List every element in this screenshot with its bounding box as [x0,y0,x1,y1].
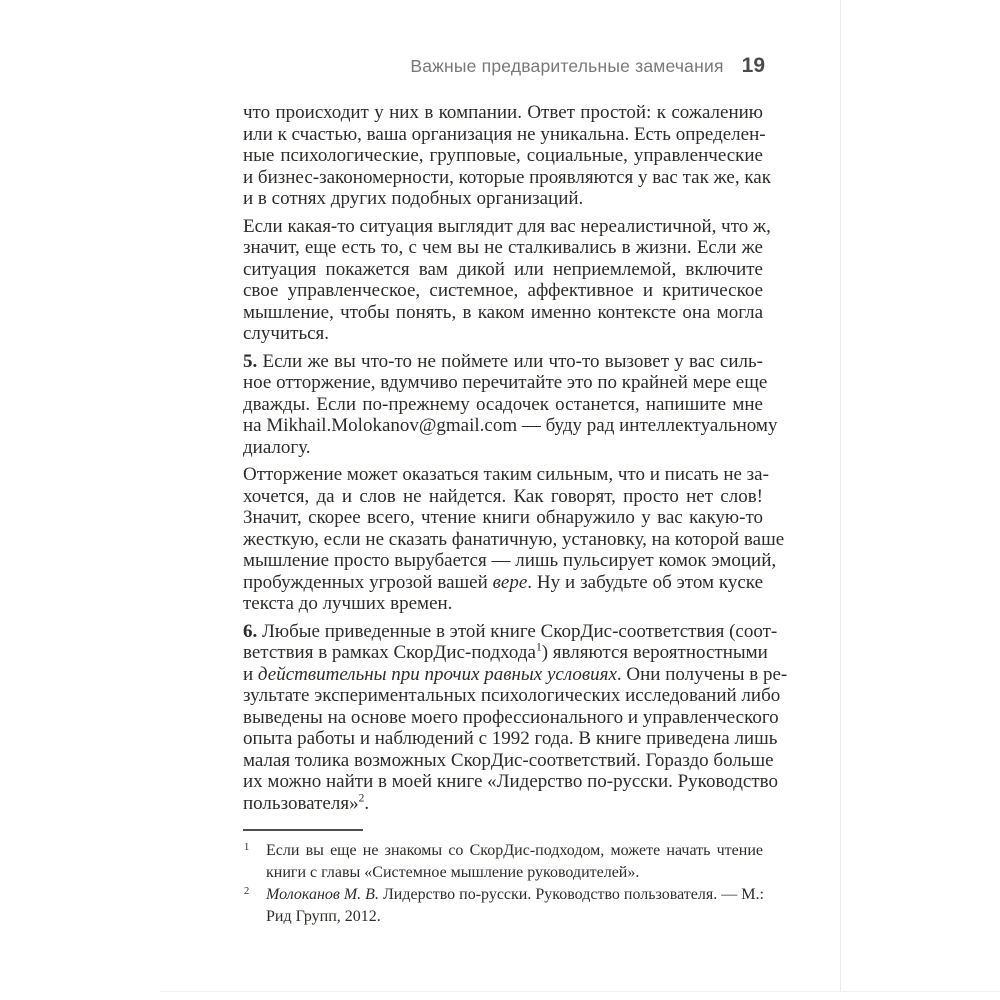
text-line [243,593,763,615]
text-line [243,102,763,124]
text-line [243,166,771,189]
footnote-marker: 2 [244,886,250,897]
text-run: и в сотнях других подобных организаций. [243,188,584,209]
text-line [266,862,763,884]
footnote-reference-superscript: 2 [358,792,365,805]
text-line [243,188,763,210]
footnote-reference-superscript: 1 [535,641,542,654]
text-line [266,884,763,906]
text-line [243,706,779,729]
text-line [243,145,763,167]
text-line [243,437,763,459]
paragraph [243,350,778,459]
text-run: ) являются вероятностными [541,642,768,663]
text-line [243,749,774,772]
footnote-item [243,840,763,884]
paragraph [243,215,771,345]
text-run: или к счастью, ваша организация не уникальна. Есть определен- [243,123,766,145]
text-run: мышление, чтобы понять, в каком именно контексте она могла [243,301,763,323]
text-line [243,728,778,750]
text-run: на Mikhail.Molokanov@gmail.com — буду рад интеллектуальному [243,415,778,436]
text-run: зультате экспериментальных психологических исследований либо [243,685,781,706]
text-run: ные психологические, групповые, социальные, управленческие [243,145,763,166]
text-line [243,486,763,508]
text-run: вере [492,571,528,593]
scan-page-edge-vertical [840,0,841,991]
text-run: Любые приведенные в этой книге СкорДис-соответствия (соот- [257,620,778,642]
text-run: жесткую, если не сказать фанатичную, установку, на которой ваше [243,528,785,550]
text-line [243,572,763,594]
running-header [410,54,765,78]
text-line [243,507,763,529]
text-line [243,771,778,793]
text-run: хочется, да и слов не найдется. Как говорят, просто нет слов! [243,485,763,507]
text-line [243,415,778,437]
text-run: Значит, скорее всего, чтение книги обнаружило у вас какую-то [243,507,763,528]
text-run: мышление просто вырубается — лишь пульсирует комок эмоций, [243,550,777,571]
text-run: опыта работы и наблюдений с 1992 года. В книге приведена лишь [243,728,778,749]
text-line [243,215,771,238]
footnote-marker: 1 [244,842,250,853]
text-line [243,280,763,302]
text-line [243,685,781,707]
text-run: Рид Групп, 2012. [266,908,381,925]
text-line [243,641,768,664]
text-line [266,840,763,862]
text-line [266,906,763,928]
scan-page-edge-horizontal [160,991,1000,992]
text-run: ное отторжение, вдумчиво перечитайте это по крайней мере еще [243,372,768,393]
text-run: свое управленческое, системное, аффективное и критическое [243,280,763,301]
running-title: Важные предварительные замечания [410,56,724,76]
text-run: пробужденных угрозой вашей [243,571,493,593]
text-run: Если же вы что-то не поймете или что-то вызовет у вас силь- [257,350,763,372]
text-run: малая толика возможных СкорДис-соответствий. Гораздо больше [243,749,774,771]
page-number: 19 [741,54,765,77]
text-run: диалогу. [243,436,311,458]
text-line [243,323,763,345]
text-line [243,550,777,572]
text-line [243,663,788,686]
text-line [243,793,763,815]
text-line [243,259,763,281]
text-run: . Они получены в ре- [616,663,788,685]
text-run: значит, еще есть то, с чем вы не сталкивались в жизни. Если же [243,237,763,258]
text-run: и [243,663,258,685]
text-run: случиться. [243,323,330,344]
text-run: дважды. Если по-прежнему осадочек останется, напишите мне [243,393,763,415]
text-line [243,528,785,551]
text-line [243,372,768,394]
text-run: текста до лучших времен. [243,593,453,614]
text-line [243,237,763,259]
text-run: выведены на основе моего профессионального и управленческого [243,706,779,728]
paragraph [243,620,788,815]
text-line [243,464,769,486]
text-run: пользователя» [243,792,359,814]
footnote-separator [243,829,363,831]
text-line [243,620,778,643]
text-run: ветствия в рамках СкорДис-подхода [243,642,536,663]
text-run: . Ну и забудьте об этом куске [527,571,763,593]
text-run: ситуация покажется вам дикой или неприемлемой, включите [243,258,763,280]
text-run: . [364,792,370,814]
text-run: книги с главы «Системное мышление руководителей». [266,864,640,881]
text-run: 5. [243,350,258,372]
text-run: Отторжение может оказаться таким сильным, что и писать не за- [243,464,769,485]
text-run: их можно найти в моей книге «Лидерство по-русски. Руководство [243,771,778,792]
text-run: Если какая-то ситуация выглядит для вас нереалистичной, что ж, [243,215,771,237]
footnotes [243,840,763,928]
footnote-item [243,884,763,928]
paragraph [243,464,785,615]
text-line [243,351,763,373]
text-run: что происходит у них в компании. Ответ простой: к сожалению [243,102,763,123]
text-line [243,302,763,324]
text-run: действительны при прочих равных условиях [257,663,617,685]
page-body [243,102,788,928]
text-run: Если вы еще не знакомы со СкорДис-подходом, можете начать чтение [266,842,763,859]
text-run: Лидерство по-русски. Руководство пользователя. — М.: [378,886,764,903]
text-run: Молоканов М. В. [266,886,379,903]
text-run: 6. [243,620,258,642]
text-run: и бизнес-закономерности, которые проявляются у вас так же, как [243,166,771,188]
text-line [243,394,763,416]
text-line [243,123,766,146]
paragraph [243,102,771,210]
